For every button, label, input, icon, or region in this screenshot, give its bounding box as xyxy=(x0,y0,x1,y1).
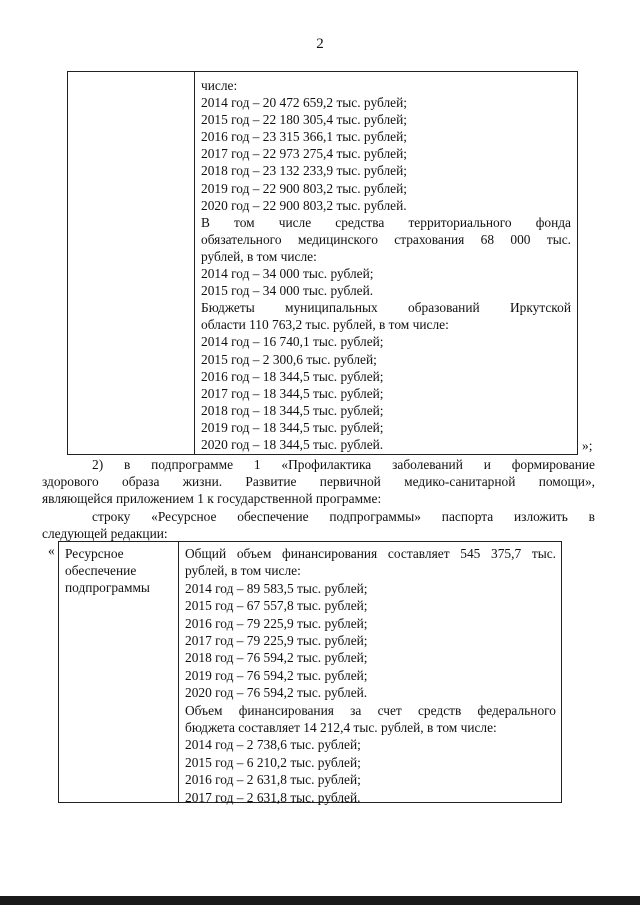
opening-quote: « xyxy=(48,543,55,558)
paragraph-subprogram xyxy=(42,456,595,507)
year-line: 2016 год – 18 344,5 тыс. рублей; xyxy=(201,368,384,384)
year-line: 2019 год – 22 900 803,2 тыс. рублей; xyxy=(201,180,407,196)
tfoms-text: обязательного медицинского страхования 68 000 тыс. xyxy=(201,231,571,247)
year-line: 2015 год – 67 557,8 тыс. рублей; xyxy=(185,598,368,614)
label-line: Ресурсное xyxy=(65,546,124,561)
year-line: 2020 год – 22 900 803,2 тыс. рублей. xyxy=(201,197,407,213)
year-line: 2016 год – 2 631,8 тыс. рублей; xyxy=(185,772,361,788)
year-line: 2015 год – 6 210,2 тыс. рублей; xyxy=(185,754,361,770)
paragraph-line xyxy=(42,456,595,473)
federal-heading: Объем финансирования за счет средств федерального xyxy=(185,702,556,718)
year-line: 2014 год – 20 472 659,2 тыс. рублей; xyxy=(201,95,407,111)
year-line: 2016 год – 23 315 366,1 тыс. рублей; xyxy=(201,129,407,145)
page-number: 2 xyxy=(316,36,324,52)
paragraph-line: следующей редакции: xyxy=(42,526,168,541)
paragraph-line: являющейся приложением 1 к государственной программе: xyxy=(42,491,382,506)
year-line: 2014 год – 34 000 тыс. рублей; xyxy=(201,266,374,282)
year-line: 2017 год – 18 344,5 тыс. рублей; xyxy=(201,385,384,401)
funding-cell xyxy=(201,77,571,453)
paragraph-text: 2) в подпрограмме 1 «Профилактика заболеваний и формирование xyxy=(92,457,595,472)
total-heading: Общий объем финансирования составляет 545 375,7 тыс. xyxy=(185,546,556,561)
tfoms-heading: В том числе средства территориального фонда xyxy=(201,214,571,230)
column-divider xyxy=(194,72,195,454)
resource-table-continued xyxy=(67,71,578,455)
label-line: обеспечение xyxy=(65,563,137,578)
year-line: 2015 год – 22 180 305,4 тыс. рублей; xyxy=(201,112,407,128)
resource-table-new xyxy=(58,541,562,803)
year-line: 2014 год – 2 738,6 тыс. рублей; xyxy=(185,737,361,753)
closing-quote: »; xyxy=(582,438,593,453)
paragraph-text: строку «Ресурсное обеспечение подпрограммы» паспорта изложить в xyxy=(92,509,595,524)
total-text: рублей, в том числе: xyxy=(185,563,301,579)
paragraph-line xyxy=(42,508,595,525)
tfoms-text: рублей, в том числе: xyxy=(201,248,317,264)
funding-cell xyxy=(185,545,556,806)
federal-text: бюджета составляет 14 212,4 тыс. рублей, в том числе: xyxy=(185,720,497,736)
year-line: 2018 год – 23 132 233,9 тыс. рублей; xyxy=(201,163,407,179)
year-line: 2017 год – 22 973 275,4 тыс. рублей; xyxy=(201,146,407,162)
year-line: 2020 год – 76 594,2 тыс. рублей. xyxy=(185,685,368,701)
year-line: 2015 год – 2 300,6 тыс. рублей; xyxy=(201,351,377,367)
year-line: 2017 год – 79 225,9 тыс. рублей; xyxy=(185,633,368,649)
paragraph-instruction xyxy=(42,508,595,542)
paragraph-line: здорового образа жизни. Развитие первичной медико-санитарной помощи», xyxy=(42,474,595,489)
text-line: числе: xyxy=(201,78,238,93)
year-line: 2015 год – 34 000 тыс. рублей. xyxy=(201,283,374,299)
year-line: 2019 год – 18 344,5 тыс. рублей; xyxy=(201,419,384,435)
year-line: 2018 год – 76 594,2 тыс. рублей; xyxy=(185,650,368,666)
year-line: 2014 год – 16 740,1 тыс. рублей; xyxy=(201,334,384,350)
year-line: 2014 год – 89 583,5 тыс. рублей; xyxy=(185,580,368,596)
municipal-text: области 110 763,2 тыс. рублей, в том числе: xyxy=(201,317,449,333)
scan-edge xyxy=(0,896,640,905)
column-divider xyxy=(178,542,179,802)
row-label xyxy=(65,545,173,596)
label-line: подпрограммы xyxy=(65,580,150,595)
year-line: 2019 год – 76 594,2 тыс. рублей; xyxy=(185,667,368,683)
municipal-heading: Бюджеты муниципальных образований Иркутской xyxy=(201,300,571,316)
year-line: 2020 год – 18 344,5 тыс. рублей. xyxy=(201,436,384,452)
year-line: 2016 год – 79 225,9 тыс. рублей; xyxy=(185,615,368,631)
year-line: 2017 год – 2 631,8 тыс. рублей. xyxy=(185,789,361,805)
year-line: 2018 год – 18 344,5 тыс. рублей; xyxy=(201,402,384,418)
